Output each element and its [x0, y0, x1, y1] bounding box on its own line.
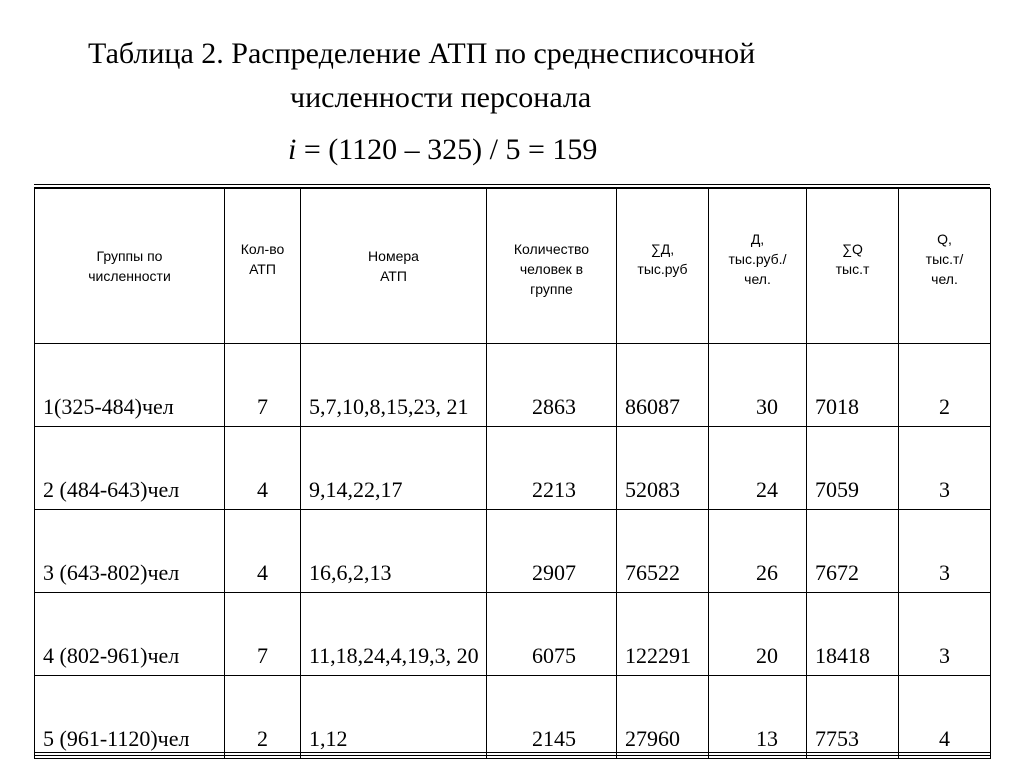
header-numbers: [301, 189, 487, 344]
table-row: [35, 593, 991, 676]
income-per-person-cell: 26: [709, 510, 807, 593]
header-volume-sum-label: ∑Q тыс.т: [835, 241, 870, 277]
people-cell: 2863: [487, 344, 617, 427]
income-per-person-cell: 20: [709, 593, 807, 676]
header-income-per-person: [709, 189, 807, 344]
header-volume-per-person: [899, 189, 991, 344]
income-per-person-cell: 13: [709, 676, 807, 759]
header-income-sum-label: ∑Д, тыс.руб: [637, 241, 688, 277]
table-row: [35, 344, 991, 427]
numbers-cell: 11,18,24,4,19,3, 20: [301, 593, 487, 676]
numbers-cell: 16,6,2,13: [301, 510, 487, 593]
header-row: [35, 189, 991, 344]
income-sum-cell: 52083: [617, 427, 709, 510]
income-per-person-cell: 30: [709, 344, 807, 427]
volume-sum-cell: 7672: [807, 510, 899, 593]
header-income-per-person-label: Д, тыс.руб./ чел.: [728, 231, 787, 287]
header-groups-label: Группы по численности: [88, 248, 171, 284]
income-sum-cell: 27960: [617, 676, 709, 759]
header-people-label: Количество человек в группе: [513, 241, 590, 297]
header-income-sum: [617, 189, 709, 344]
group-cell: 5 (961-1120)чел: [35, 676, 225, 759]
table-row: [35, 510, 991, 593]
header-groups: [35, 189, 225, 344]
people-cell: 2145: [487, 676, 617, 759]
group-cell: 3 (643-802)чел: [35, 510, 225, 593]
volume-sum-cell: 7753: [807, 676, 899, 759]
numbers-cell: 1,12: [301, 676, 487, 759]
people-cell: 6075: [487, 593, 617, 676]
people-cell: 2213: [487, 427, 617, 510]
formula-variable: i: [288, 133, 297, 166]
volume-per-person-cell: 4: [899, 676, 991, 759]
group-cell: 2 (484-643)чел: [35, 427, 225, 510]
count-cell: 4: [225, 427, 301, 510]
header-volume-sum: [807, 189, 899, 344]
count-cell: 2: [225, 676, 301, 759]
header-count-label: Кол-во АТП: [240, 241, 285, 277]
volume-per-person-cell: 2: [899, 344, 991, 427]
numbers-cell: 5,7,10,8,15,23, 21: [301, 344, 487, 427]
group-cell: 4 (802-961)чел: [35, 593, 225, 676]
header-count: [225, 189, 301, 344]
volume-sum-cell: 7018: [807, 344, 899, 427]
count-cell: 7: [225, 344, 301, 427]
income-sum-cell: 76522: [617, 510, 709, 593]
interval-formula: [288, 130, 597, 170]
formula-expression: = (1120 – 325) / 5 = 159: [296, 133, 598, 166]
distribution-table-frame: [34, 184, 990, 756]
numbers-cell: 9,14,22,17: [301, 427, 487, 510]
volume-per-person-cell: 3: [899, 593, 991, 676]
header-volume-per-person-label: Q, тыс.т/ чел.: [925, 231, 964, 287]
volume-per-person-cell: 3: [899, 510, 991, 593]
table-row: [35, 427, 991, 510]
group-cell: 1(325-484)чел: [35, 344, 225, 427]
income-sum-cell: 122291: [617, 593, 709, 676]
count-cell: 4: [225, 510, 301, 593]
volume-per-person-cell: 3: [899, 427, 991, 510]
distribution-table: [34, 188, 991, 759]
table-row: [35, 676, 991, 759]
header-people: [487, 189, 617, 344]
table-title-line-2: численности персонала: [290, 81, 592, 114]
header-numbers-label: Номера АТП: [368, 248, 419, 284]
volume-sum-cell: 7059: [807, 427, 899, 510]
table-title-line-1: Таблица 2. Распределение АТП по среднесписочной: [88, 37, 756, 70]
income-sum-cell: 86087: [617, 344, 709, 427]
people-cell: 2907: [487, 510, 617, 593]
count-cell: 7: [225, 593, 301, 676]
volume-sum-cell: 18418: [807, 593, 899, 676]
income-per-person-cell: 24: [709, 427, 807, 510]
